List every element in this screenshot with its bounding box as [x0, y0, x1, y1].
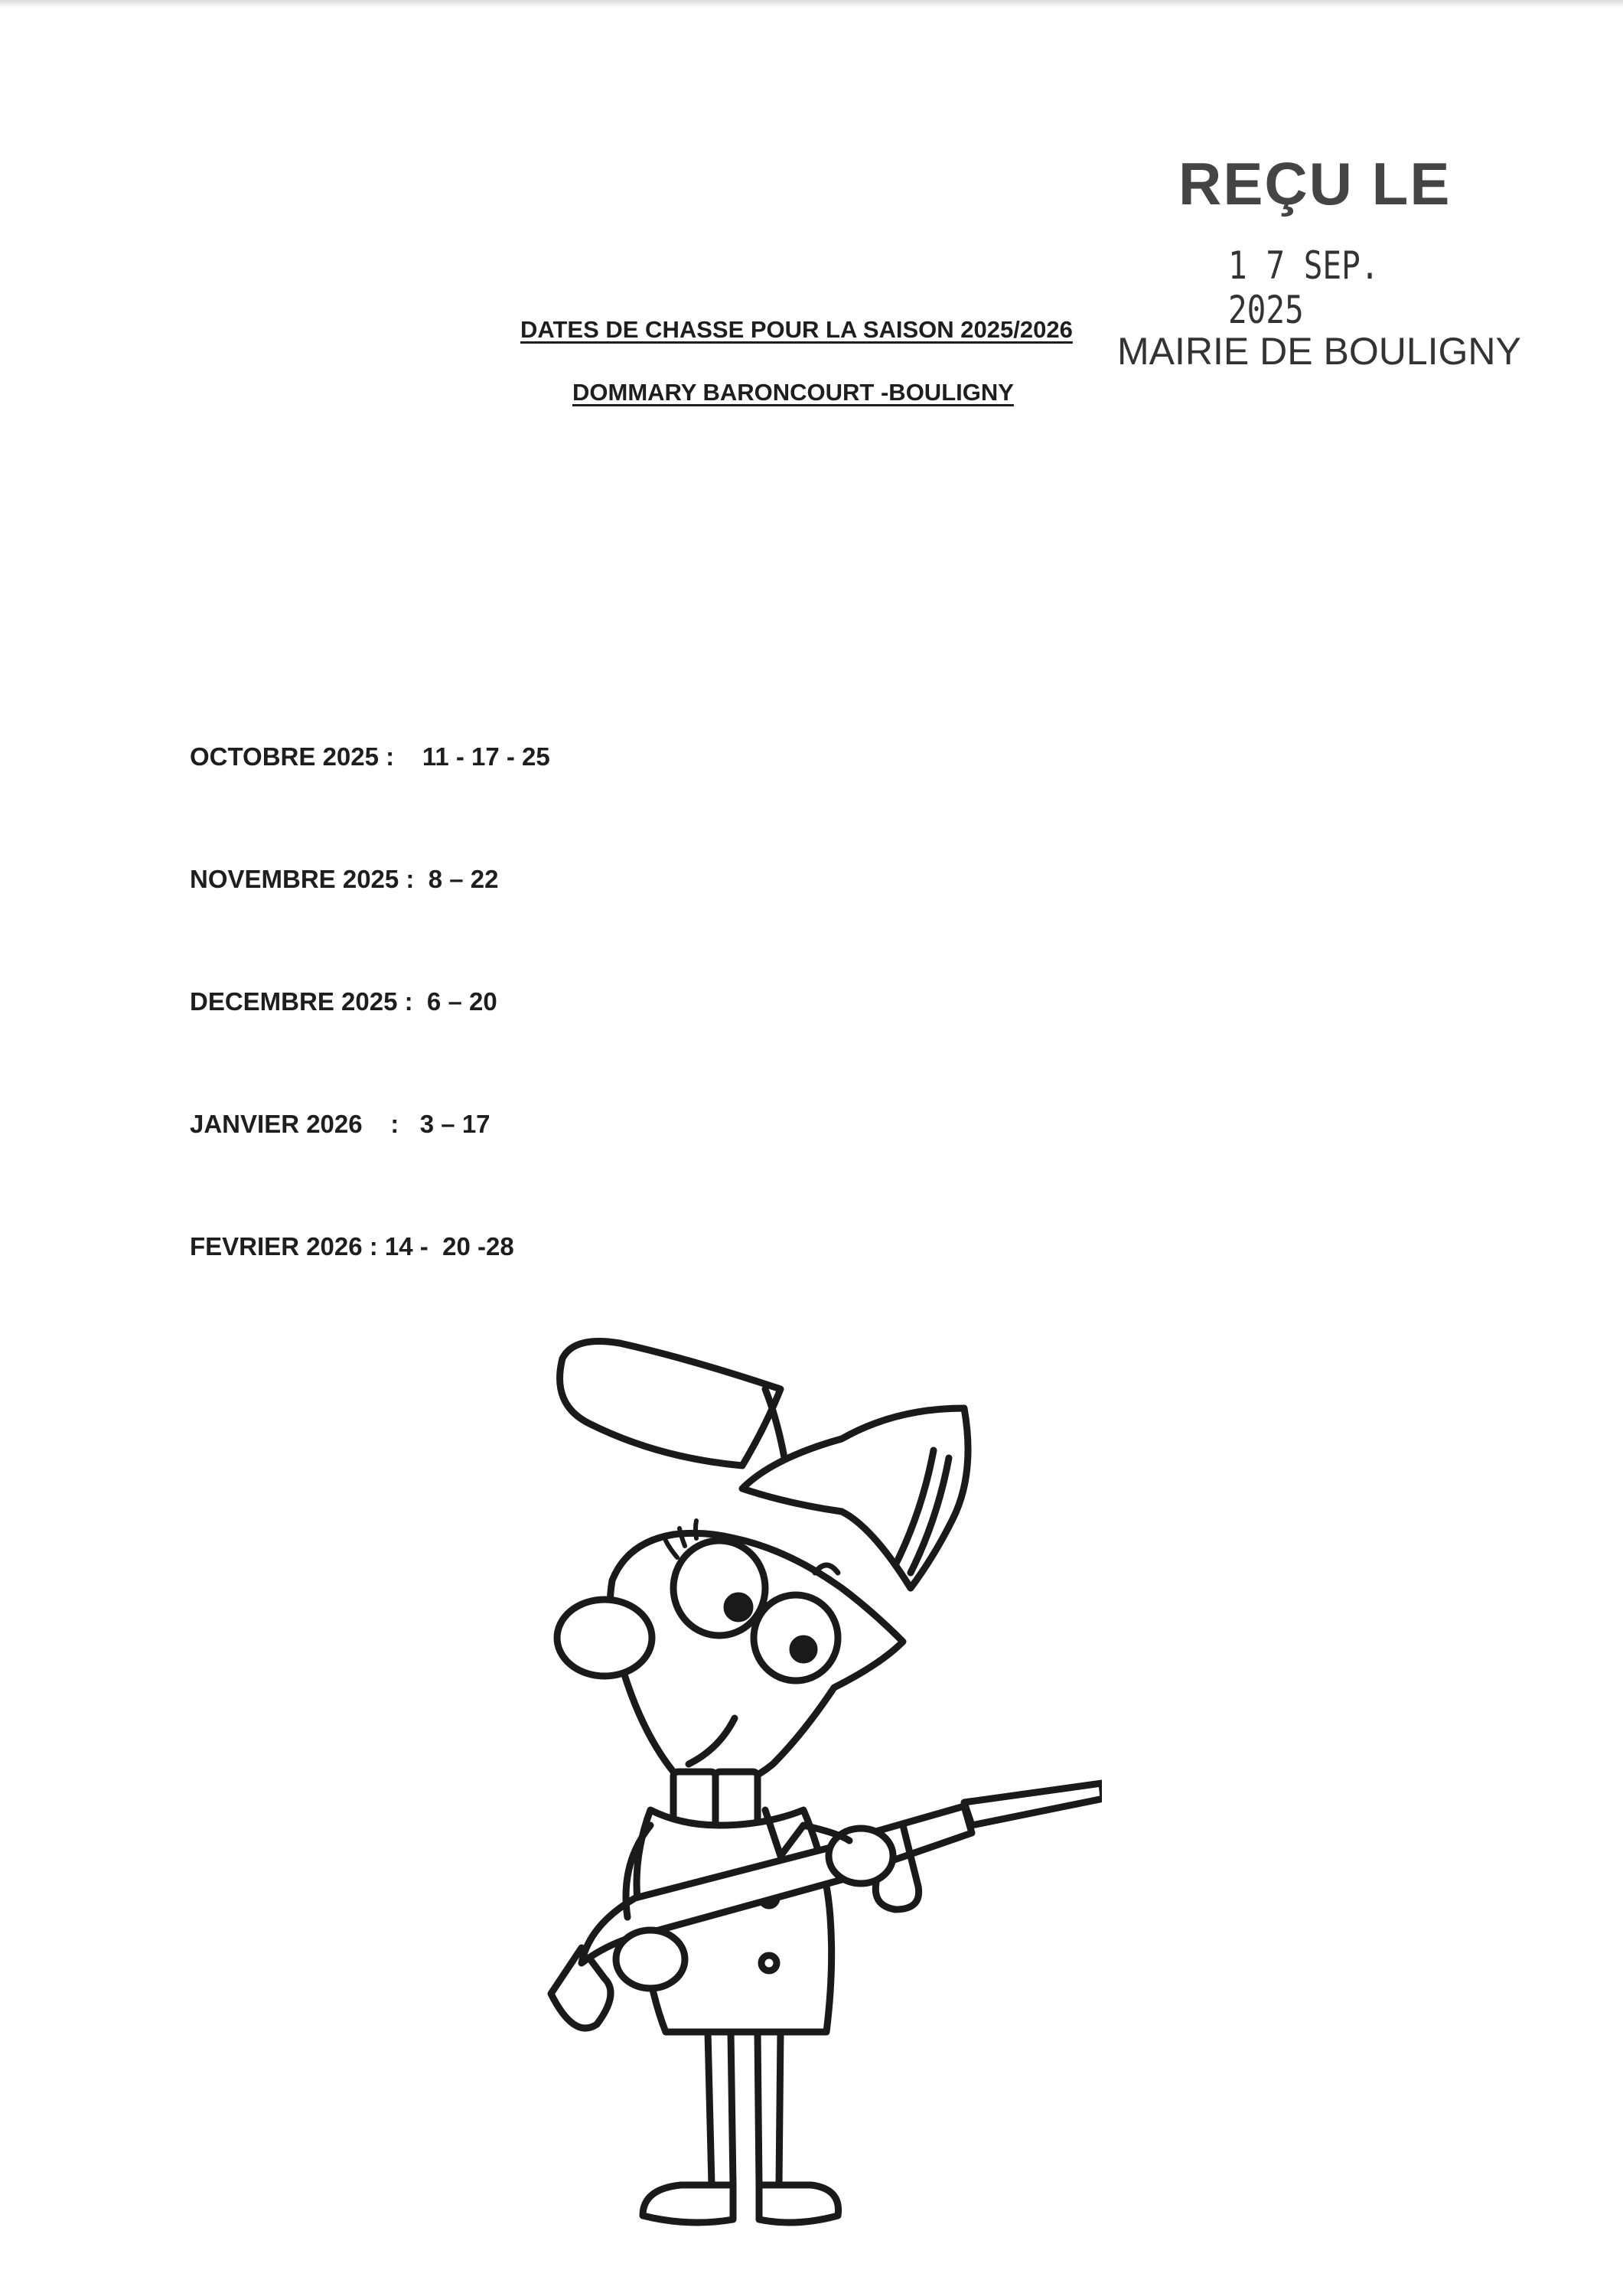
- date-row-october: OCTOBRE 2025 : 11 - 17 - 25: [190, 742, 550, 771]
- date-row-november: NOVEMBRE 2025 : 8 – 22: [190, 865, 499, 893]
- scan-edge: [0, 0, 1623, 8]
- document-title: DATES DE CHASSE POUR LA SAISON 2025/2026: [520, 316, 1073, 343]
- document-subtitle: DOMMARY BARONCOURT -BOULIGNY: [572, 379, 1014, 406]
- received-stamp-town-hall: MAIRIE DE BOULIGNY: [1117, 330, 1521, 373]
- received-stamp-label: REÇU LE: [1178, 150, 1452, 217]
- date-row-january: JANVIER 2026 : 3 – 17: [190, 1110, 490, 1138]
- rabbit-hunter-illustration: [536, 1336, 1102, 2246]
- date-row-february: FEVRIER 2026 : 14 - 20 -28: [190, 1232, 514, 1261]
- received-stamp-date: 1 7 SEP. 2025: [1228, 243, 1380, 332]
- date-row-december: DECEMBRE 2025 : 6 – 20: [190, 987, 497, 1016]
